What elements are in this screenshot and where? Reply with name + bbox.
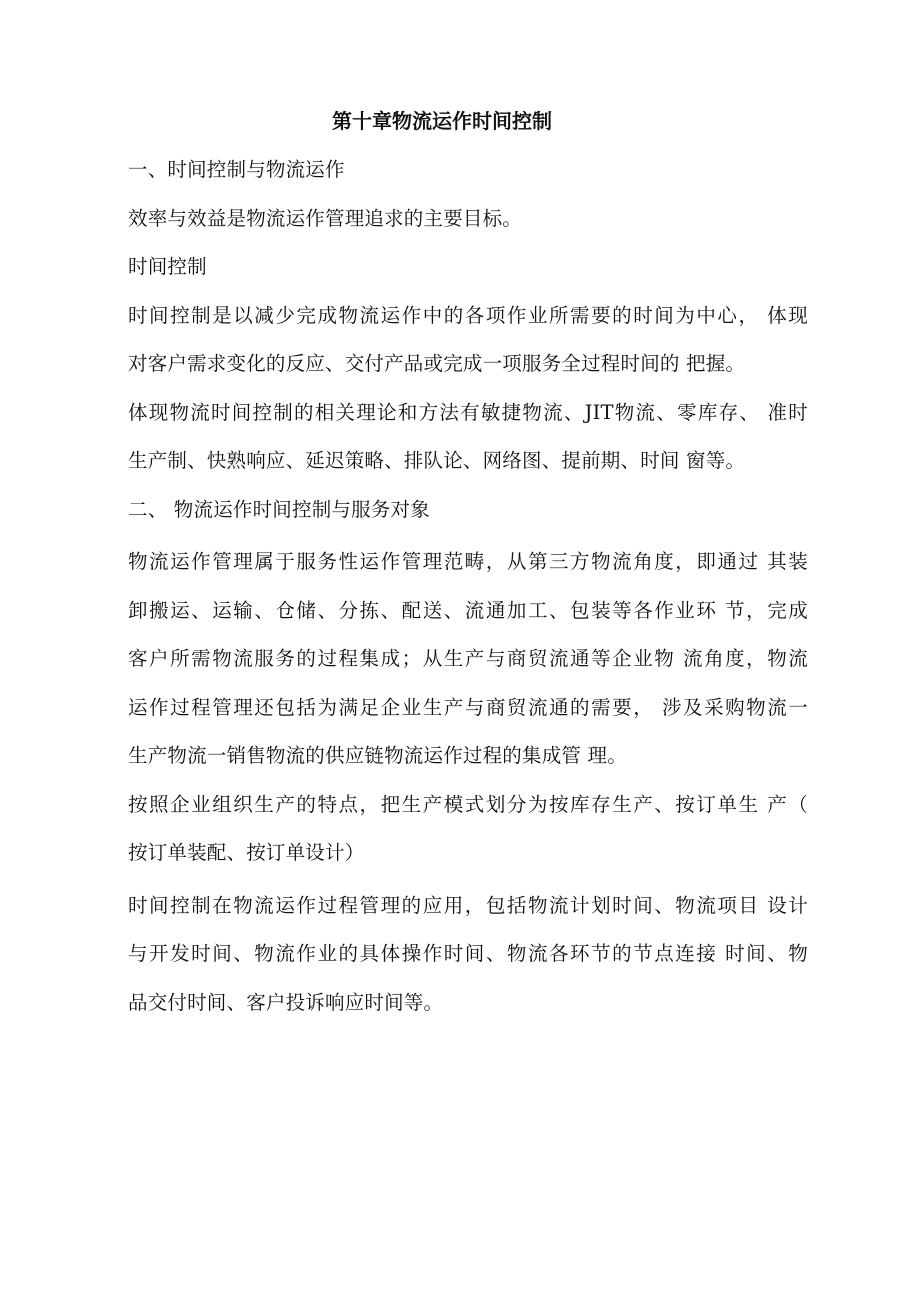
- document-body: [128, 156, 808, 1017]
- section-heading-1: 一、时间控制与物流运作: [128, 158, 345, 181]
- paragraph-line: 效率与效益是物流运作管理追求的主要目标。: [128, 206, 523, 230]
- paragraph-line: 生产制、快熟响应、延迟策略、排队论、网络图、提前期、时间 窗等。: [128, 449, 746, 472]
- section-heading-2: 二、 物流运作时间控制与服务对象: [128, 497, 430, 521]
- paragraph-line: 品交付时间、客户投诉响应时间等。: [128, 990, 444, 1014]
- paragraph-line: 运作过程管理还包括为满足企业生产与商贸流通的需要， 涉及采购物流一: [128, 695, 808, 719]
- document-title: 第十章物流运作时间控制: [332, 109, 552, 133]
- paragraph-line: 与开发时间、物流作业的具体操作时间、物流各环节的节点连接 时间、物: [128, 942, 808, 965]
- paragraph-line: 时间控制在物流运作过程管理的应用，包括物流计划时间、物流项目 设计: [128, 893, 808, 917]
- paragraph-line: 客户所需物流服务的过程集成；从生产与商贸流通等企业物 流角度，物流: [128, 647, 808, 670]
- paragraph-line: 生产物流一销售物流的供应链物流运作过程的集成管 理。: [128, 744, 627, 767]
- subheading-time-control: 时间控制: [128, 255, 207, 278]
- paragraph-line: 体现物流时间控制的相关理论和方法有敏捷物流、JIT物流、零库存、 准时: [128, 400, 808, 424]
- paragraph-line: 按订单装配、按订单设计）: [128, 841, 365, 864]
- paragraph-line: 物流运作管理属于服务性运作管理范畴，从第三方物流角度，即通过 其装: [128, 550, 808, 573]
- paragraph-line: 时间控制是以减少完成物流运作中的各项作业所需要的时间为中心， 体现: [128, 303, 808, 327]
- paragraph-line: 按照企业组织生产的特点，把生产模式划分为按库存生产、按订单生 产（: [128, 792, 808, 816]
- paragraph-line: 对客户需求变化的反应、交付产品或完成一项服务全过程时间的 把握。: [128, 352, 746, 375]
- paragraph-line: 卸搬运、运输、仓储、分拣、配送、流通加工、包装等各作业环 节，完成: [128, 598, 808, 622]
